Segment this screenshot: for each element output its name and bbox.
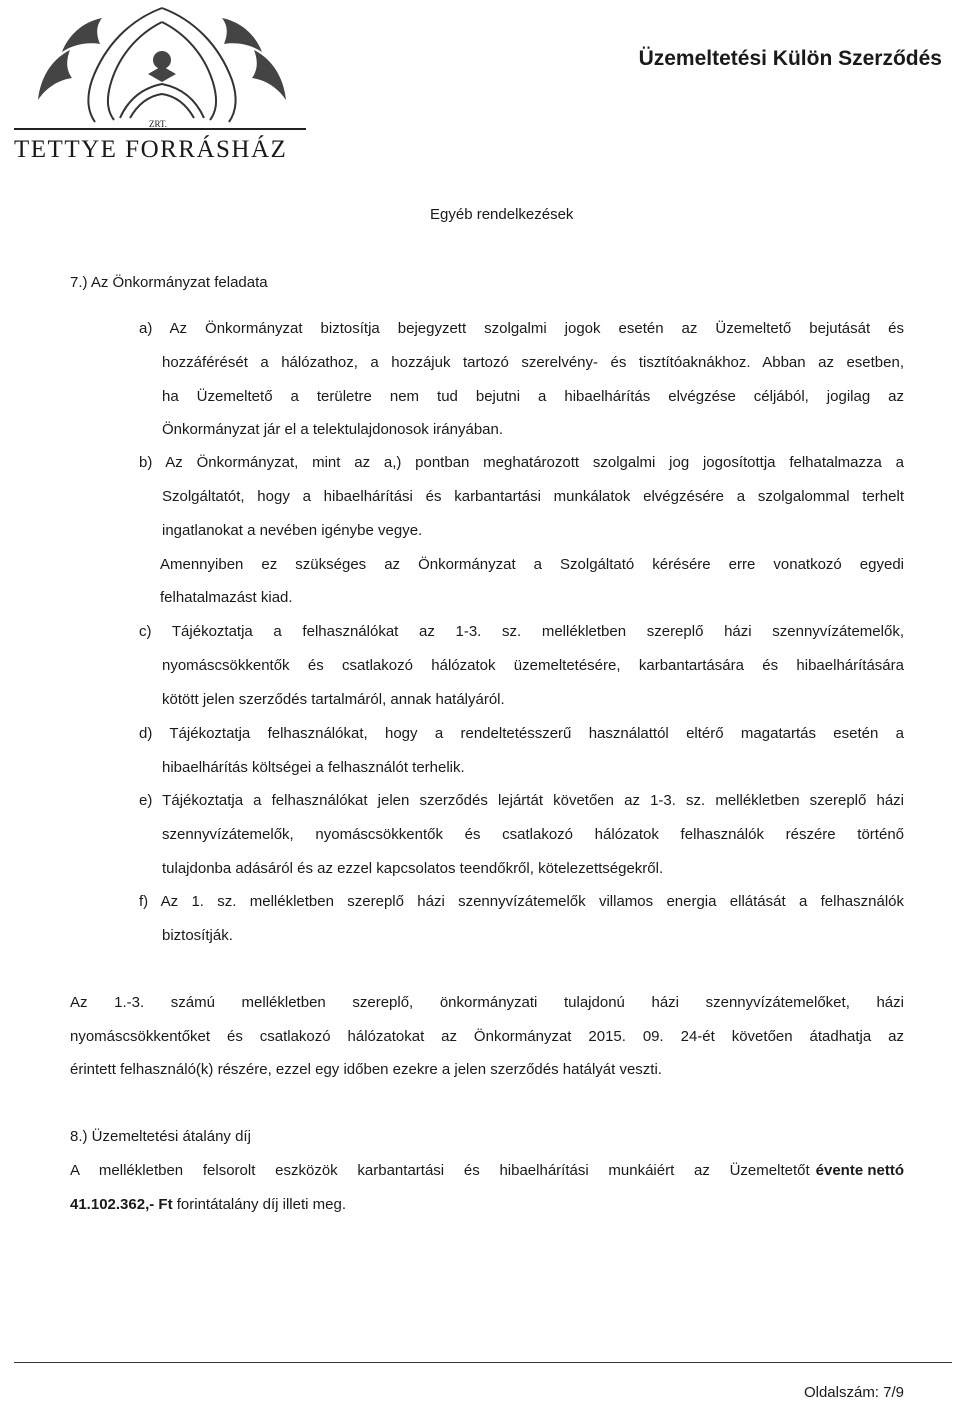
item-b-line-3: ingatlanokat a nevében igénybe vegye. xyxy=(162,522,423,539)
transfer-line-1: Az 1.-3. számú mellékletben szereplő, önkormányzati tulajdonú házi szennyvízátemelőket, házi xyxy=(70,994,904,1011)
item-c-line-3: kötött jelen szerződés tartalmáról, annak hatályáról. xyxy=(162,691,505,708)
item-b-line-1: b) Az Önkormányzat, mint az a,) pontban meghatározott szolgalmi jog jogosítottja felhatalmazza a xyxy=(139,454,904,471)
section-title: Egyéb rendelkezések xyxy=(430,206,574,223)
document-title: Üzemeltetési Külön Szerződés xyxy=(638,47,942,70)
logo-brand-text: TETTYE FORRÁSHÁZ xyxy=(14,136,288,163)
item-c-line-2: nyomáscsökkentők és csatlakozó hálózatok üzemeltetésére, karbantartására és hibaelhárítására xyxy=(162,657,904,674)
item-b-line-2: Szolgáltatót, hogy a hibaelhárítási és karbantartási munkálatok elvégzésére a szolgalommal terhelt xyxy=(162,488,904,505)
section-7-heading: 7.) Az Önkormányzat feladata xyxy=(70,274,268,291)
fee-annual-net-label: évente nettó xyxy=(815,1162,904,1179)
fee-line-1 xyxy=(70,1162,904,1179)
company-logo xyxy=(10,0,310,168)
item-a-line-2: hozzáférését a hálózathoz, a hozzájuk tartozó szerelvény- és tisztítóaknákhoz. Abban az esetben, xyxy=(162,354,904,371)
fee-line-2-text: forintátalány díj illeti meg. xyxy=(176,1196,346,1213)
item-e-line-2: szennyvízátemelők, nyomáscsökkentők és csatlakozó hálózatok felhasználók részére történő xyxy=(162,826,904,843)
page-number: Oldalszám: 7/9 xyxy=(803,1384,904,1401)
item-a-line-4: Önkormányzat jár el a telektulajdonosok irányában. xyxy=(162,421,504,438)
item-b-line-4: Amennyiben ez szükséges az Önkormányzat a Szolgáltató kérésére erre vonatkozó egyedi xyxy=(160,556,904,573)
item-f-line-1: f) Az 1. sz. mellékletben szereplő házi szennyvízátemelők villamos energia ellátását a felhasználók xyxy=(139,893,904,910)
logo-zrt-text: ZRT. xyxy=(149,119,168,129)
item-d-line-1: d) Tájékoztatja felhasználókat, hogy a rendeltetésszerű használattól eltérő magatartás esetén a xyxy=(139,725,904,742)
item-f-line-2: biztosítják. xyxy=(162,927,233,944)
fee-amount: 41.102.362,- Ft xyxy=(70,1196,173,1213)
footer-divider xyxy=(14,1362,952,1363)
item-b-line-5: felhatalmazást kiad. xyxy=(160,589,293,606)
item-d-line-2: hibaelhárítás költségei a felhasználót terhelik. xyxy=(162,759,465,776)
fee-line-1-text: A mellékletben felsorolt eszközök karbantartási és hibaelhárítási munkáiért az Üzemeltetőt xyxy=(70,1162,810,1179)
transfer-line-3: érintett felhasználó(k) részére, ezzel egy időben ezekre a jelen szerződés hatályát veszti. xyxy=(70,1061,662,1078)
item-e-line-3: tulajdonba adásáról és az ezzel kapcsolatos teendőkről, kötelezettségekről. xyxy=(162,860,664,877)
item-c-line-1: c) Tájékoztatja a felhasználókat az 1-3. sz. mellékletben szereplő házi szennyvízátemelők, xyxy=(139,623,904,640)
item-a-line-3: ha Üzemeltető a területre nem tud bejutni a hibaelhárítás elvégzése céljából, jogilag az xyxy=(162,388,904,405)
item-a-line-1: a) Az Önkormányzat biztosítja bejegyzett szolgalmi jogok esetén az Üzemeltető bejutását és xyxy=(139,320,904,337)
fee-line-2 xyxy=(70,1196,346,1213)
transfer-line-2: nyomáscsökkentőket és csatlakozó hálózatokat az Önkormányzat 2015. 09. 24-ét követően átadhatja az xyxy=(70,1028,904,1045)
item-e-line-1: e) Tájékoztatja a felhasználókat jelen szerződés lejártát követően az 1-3. sz. mellékletben szereplő házi xyxy=(139,792,904,809)
section-8-heading: 8.) Üzemeltetési átalány díj xyxy=(70,1128,251,1145)
